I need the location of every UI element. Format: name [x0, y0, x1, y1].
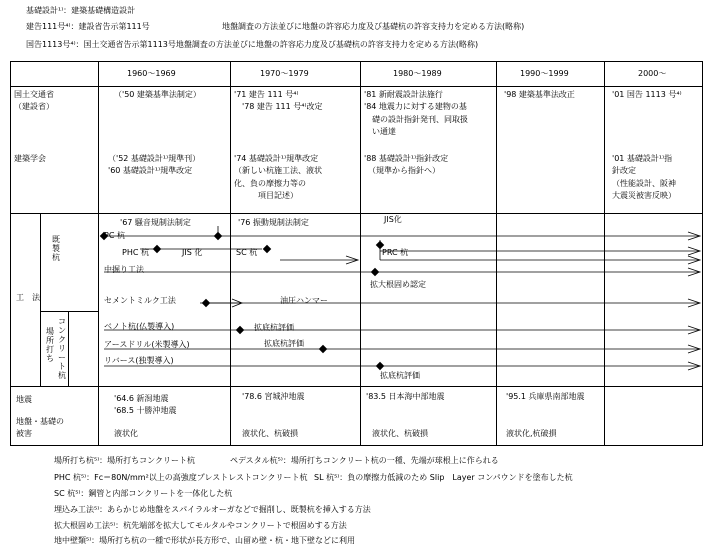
damage-1980s: 液状化、杭破損 [372, 429, 428, 438]
method-label: 工 法 [16, 293, 40, 302]
cement-milk-text: セメントミルク工法 [104, 296, 176, 305]
jis-text-b: JIS 化 [182, 248, 203, 257]
prc-pile-text: PRC 杭 [382, 248, 409, 257]
gov-1990s: '98 建築基準法改正 [504, 90, 575, 99]
damage-1970s: 液状化、杭破損 [242, 429, 298, 438]
note-underground-wall: 地中壁類⁵⁾：場所打ち杭の一種で形状が長方形で、山留め壁・杭・地下壁などに利用 [54, 536, 356, 545]
aij-2000s: '01 基礎設計¹⁾指 針改定 （性能設計、阪神 大震災被害反映） [612, 154, 676, 201]
quake-label: 地震 [16, 395, 32, 404]
note-cast-in-place: 場所打ち杭⁵⁾：場所打ちコンクリート杭 [54, 456, 196, 465]
note-pedestal: ペデスタル杭⁵⁾：場所打ちコンクリート杭の一種、先端が球根上に作られる [230, 456, 499, 465]
sc-pile-text: SC 杭 [236, 248, 258, 257]
quake-1960s: '64.6 新潟地震 '68.5 十勝沖地震 [114, 394, 177, 416]
enlarged-cert-text: 拡大根固め認定 [370, 280, 426, 289]
bell-eval-text-3: 拡底杭評価 [380, 371, 420, 380]
pc-pile-text: PC 杭 [104, 231, 125, 240]
ref-line-2a: 建告111号⁴⁾：建設省告示第111号 [26, 22, 150, 31]
gov-label: 国土交通省 （建設省） [14, 90, 54, 112]
noise-law-text: '67 騒音規制法制定 [120, 218, 191, 227]
gov-2000s: '01 国告 1113 号⁴⁾ [612, 90, 682, 99]
period-1980s: 1980〜1989 [393, 69, 442, 78]
aij-1980s: '88 基礎設計¹⁾指針改定 （規準から指針へ） [364, 154, 449, 176]
note-sl: SL 杭⁵⁾：負の摩擦力低減のため Slip Layer コンパウンドを塗布した杭 [314, 473, 573, 482]
quake-1980s: '83.5 日本海中部地震 [366, 392, 445, 401]
concrete-pile-label: コ ン ク リ ー ト 杭 [58, 317, 66, 380]
quake-1990s: '95.1 兵庫県南部地震 [506, 392, 585, 401]
quake-1970s: '78.6 宮城沖地震 [242, 392, 305, 401]
period-1990s: 1990〜1999 [520, 69, 569, 78]
note-embedded: 埋込み工法⁵⁾：あらかじめ地盤をスパイラルオーガなどで掘削し、既製杭を挿入する方法 [54, 505, 371, 514]
period-1970s: 1970〜1979 [260, 69, 309, 78]
phc-pile-text: PHC 杭 [122, 248, 149, 257]
earth-drill-text: アースドリル(米製導入) [104, 340, 190, 349]
bell-eval-text-2: 拡底杭評価 [264, 339, 304, 348]
aij-label: 建築学会 [14, 154, 46, 163]
precast-pile-label: 既 製 杭 [52, 235, 60, 262]
ref-line-1: 基礎設計¹⁾：建築基礎構造設計 [26, 6, 136, 15]
damage-1960s: 液状化 [114, 429, 138, 438]
ref-line-3: 国告1113号⁴⁾：国土交通省告示第1113号地盤調査の方法並びに地盤の許容応力度及び基礎杭の許容支持力を定める方法(略称) [26, 40, 479, 49]
gov-1980s: '81 新耐震設計法施行 '84 地震力に対する建物の基 礎の設計指針発刊、同取扱 い通達 [364, 90, 468, 137]
reverse-text: リバース(独製導入) [104, 356, 174, 365]
note-enlarged: 拡大根固め工法⁵⁾：杭先端部を拡大してモルタルやコンクリートで根固めする方法 [54, 521, 347, 530]
bell-eval-text-1: 拡底杭評価 [254, 323, 294, 332]
ref-line-2b: 地盤調査の方法並びに地盤の許容応力度及び基礎杭の許容支持力を定める方法(略称) [222, 22, 525, 31]
damage-1990s: 液状化,杭破損 [506, 429, 557, 438]
damage-label: 地盤・基礎の 被害 [16, 417, 64, 439]
period-1960s: 1960〜1969 [127, 69, 176, 78]
hydraulic-hammer-text: 油圧ハンマー [280, 296, 328, 305]
cast-in-place-label: 場 所 打 ち [46, 327, 54, 363]
period-2000s: 2000〜 [638, 69, 667, 78]
gov-1960s: （'50 建築基準法制定） [114, 90, 201, 99]
aij-1970s: '74 基礎設計¹⁾規準改定 （新しい杭施工法、液状 化、負の摩擦力等の 項目記述） [234, 154, 322, 201]
note-phc: PHC 杭⁵⁾：Fc＝80N/mm²以上の高強度プレストレストコンクリート杭 [54, 473, 308, 482]
note-sc: SC 杭⁵⁾：鋼管と内部コンクリートを一体化した杭 [54, 489, 233, 498]
gov-1970s: '71 建告 111 号⁴⁾ '78 建告 111 号⁴⁾改定 [234, 90, 323, 112]
benoto-text: ベノト杭(仏製導入) [104, 322, 175, 331]
aij-1960s: （'52 基礎設計¹⁾規準刊） '60 基礎設計¹⁾規準改定 [108, 154, 201, 176]
vibration-law-text: '76 振動規制法制定 [238, 218, 309, 227]
jis-text-a: JIS化 [384, 215, 402, 224]
inner-excavation-text: 中掘り工法 [104, 265, 144, 274]
